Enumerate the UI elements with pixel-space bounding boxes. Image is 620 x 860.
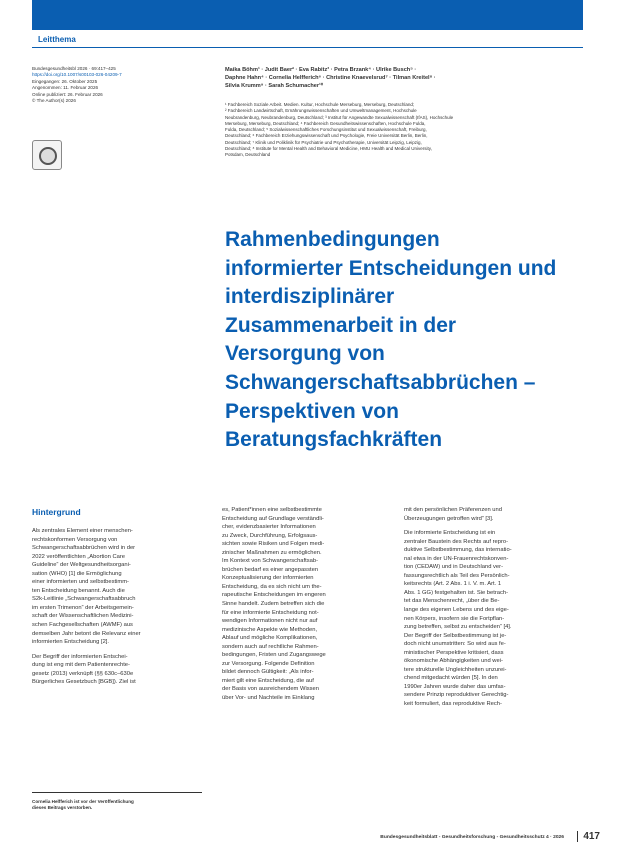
citation-line: Bundesgesundheitsbl 2026 · 69:417–425 [32,66,116,71]
text-line: bedingungen, Fristen und Zugangswege [222,652,326,659]
title-line: Beratungsfachkräften [225,428,443,452]
text-line: sichten sowie Risiken und Folgen medi- [222,541,325,548]
affiliation-line: Deutschland; ⁷ Klinik und Poliklinik für Psychiatrie und Psychotherapie, Universität Leipzig, Leipzig, [225,139,422,145]
text-line: tere strukturelle Ungleichheiten unzurei- [404,666,507,673]
text-line: für eine informierte Entscheidung not- [222,609,319,616]
text-line: Die informierte Entscheidung ist ein [404,530,496,537]
footnote-line: Cornelia Helfferich ist vor der Veröffentlichung [32,799,134,804]
text-line: informierten Entscheidung [2]. [32,639,110,646]
published-date: Online publiziert: 26. Februar 2026 [32,91,103,97]
text-line: lange des eigenen Lebens und des eige- [404,607,509,614]
journal-footer-text: Bundesgesundheitsblatt - Gesundheitsforschung - Gesundheitsschutz 4 · 2026 [380,835,564,840]
body-column-2 [222,506,400,703]
received-date: Eingegangen: 26. Oktober 2025 [32,78,98,84]
text-line: doch nicht unumstritten: So wird aus fe- [404,641,506,648]
title-line: interdisziplinärer [225,285,395,309]
affiliation-line: Deutschland; ⁸ Institute for Mental Health and Behavioral Medicine, HMU Health and Medical University, [225,146,432,152]
title-line: Perspektiven von [225,399,399,423]
accepted-date: Angenommen: 11. Februar 2026 [32,85,99,91]
page-number: 417 [577,831,600,842]
footnote [32,792,202,811]
title-line: informierter Entscheidungen und [225,256,557,280]
article-metadata [32,66,210,104]
text-line: ökonomische Abhängigkeiten und wei- [404,658,503,665]
text-line: dung ist eng mit dem Patientenrechte- [32,662,130,669]
text-line: Überzeugungen getroffen wird“ [3]. [404,515,494,522]
text-line: zu Zweck, Durchführung, Erfolgsaus- [222,532,318,539]
text-line: duktive Selbstbestimmung, das internatio- [404,547,512,554]
section-label [32,33,583,48]
text-line: 2022 veröffentlichten „Abortion Care [32,553,126,560]
text-line: chend mitgedacht würden [5]. In den [404,675,498,682]
text-line: Entscheidung auf Grundlage verständli- [222,515,324,522]
text-line: Der Begriff der informierten Entschei- [32,653,128,660]
text-line: der Basis von ausreichendem Wissen [222,686,319,693]
text-line: rechtskonformen Versorgung von [32,536,118,543]
text-line: Entscheidung, da es sich nicht um the- [222,583,322,590]
text-line: gesetz (2013) verknüpft (§§ 630c–630e [32,670,134,677]
text-line: Konzeptualisierung der informierten [222,575,314,582]
text-line: tion (CEDAW) und in Deutschland ver- [404,564,504,571]
affiliation-line: ² Fachbereich Landwirtschaft, Ernährungswissenschaften und Umweltmanagement, Hochschule [225,108,417,114]
text-line: Sinne handelt. Zudem betreffen sich die [222,601,325,608]
section-label-text: Leitthema [38,35,76,44]
title-line: Zusammenarbeit in der [225,313,457,337]
text-line: Guideline“ der Weltgesundheitsorgani- [32,562,131,569]
footnote-line: dieses Beitrags verstorben. [32,805,93,811]
body-column-1 [32,506,210,687]
text-line: medizinische Aspekte wie Methoden, [222,626,318,633]
affiliation-line: Neubrandenburg, Neubrandenburg, Deutschland; ³ Institut für Angewandte Sexualwissenschaft (IfAS), Hochschule [225,114,454,120]
affiliation-line: ¹ Fachbereich Soziale Arbeit. Medien. Kultur, Hochschule Merseburg, Merseburg, Deutschland; [225,102,415,107]
text-line: fassungsrechtlich als Teil des Persönlich- [404,572,510,579]
text-line: sendere Prinzip reproduktiver Gerechtig- [404,692,509,699]
doi-link[interactable]: https://doi.org/10.1007/s00103-026-04209-7 [32,72,122,78]
text-line: bildet dennoch Gültigkeit: „Als infor- [222,669,314,676]
text-line: mit den persönlichen Präferenzen und [404,507,502,513]
section-heading: Hintergrund [32,507,81,517]
author-line: Silvia Krumm⁹ · Sarah Schumacher¹⁰ [225,83,324,89]
open-access-icon [32,140,62,170]
text-line: zung betreffen, selbst zu entscheiden“ [4]. [404,624,512,631]
text-line: Ablauf und mögliche Komplikationen, [222,635,318,642]
text-line: zur Versorgung. Folgende Definition [222,660,315,667]
text-line: keitsrechts (Art. 2 Abs. 1 i. V. m. Art. 1 [404,581,502,588]
affiliation-line: Potsdam, Deutschland [225,152,271,158]
title-line: Schwangerschaftsabbrüchen – [225,370,536,394]
article-title [225,226,595,455]
title-line: Rahmenbedingungen [225,228,440,251]
text-line: tet das Menschenrecht, „über die Be- [404,598,500,605]
text-line: miert gilt eine Entscheidung, die auf [222,677,314,684]
text-line: Im Kontext von Schwangerschaftsab- [222,558,319,565]
text-line: S2k-Leitlinie „Schwangerschaftsabbruch [32,596,136,603]
text-line: es, Patient*innen eine selbstbestimmte [222,507,322,513]
journal-header-bar [32,0,583,30]
text-line: über Vor- und Nachteile im Einklang [222,695,315,702]
author-line: Daphne Hahn⁴ · Cornelia Helfferich⁶ · Christine Knaevelsrud⁷ · Tilman Kreitel⁸ · [225,75,436,81]
text-line: 1990er Jahren wurde daher das umfas- [404,683,506,690]
text-line: schaft der Wissenschaftlichen Medizini- [32,613,134,620]
text-line: nal etwa in der UN-Frauenrechtskonven- [404,555,509,562]
body-column-3 [404,506,582,709]
text-line: schen Fachgesellschaften (AWMF) aus [32,622,133,629]
author-list [225,66,583,90]
text-line: zinischer Maßnahmen zu ermöglichen. [222,549,322,556]
affiliations [225,102,583,159]
text-line: sation (WHO) [1] die Ermöglichung [32,570,122,577]
title-line: Versorgung von [225,342,385,366]
affiliation-line: Fulda, Deutschland; ⁵ Sozialwissenschaftliches Forschungsinstitut und Sexualwissenschaft, Freiburg, [225,127,427,133]
text-line: wendigen Informationen nicht nur auf [222,618,318,625]
text-line: ten Entscheidung benannt. Auch die [32,587,125,594]
text-line: keit formuliert, das reproduktive Rech- [404,701,502,708]
text-line: nen Körpers, insofern sie die Fortpflan- [404,615,505,622]
text-line: cher, evidenzbasierter Informationen [222,524,316,531]
text-line: Als zentrales Element einer menschen- [32,528,133,534]
text-line: demselben Jahr betont die Relevanz einer [32,630,141,637]
text-line: im ersten Trimenon“ der Arbeitsgemein- [32,604,134,611]
text-line: brüchen bedarf es einer angepassten [222,566,319,573]
text-line: zentraler Baustein des Rechts auf repro- [404,538,509,545]
text-line: Bürgerliches Gesetzbuch [BGB]). Ziel ist [32,679,136,686]
affiliation-line: Deutschland; ⁶ Fachbereich Erziehungswissenschaft und Psychologie, Freie Universität Berlin, Berlin, [225,133,428,139]
author-line: Maika Böhm¹ · Judit Baer² · Eva Rabitz³ · Petra Brzank⁴ · Ulrike Busch⁵ · [225,67,417,73]
copyright-line: © The Author(s) 2026 [32,98,76,104]
text-line: einer informierten und selbstbestimm- [32,579,129,586]
affiliation-line: Merseburg, Merseburg, Deutschland; ⁴ Fachbereich Gesundheitswissenschaften, Hochschule Fulda, [225,120,426,126]
text-line: sondern auch auf rechtliche Rahmen- [222,643,319,650]
text-line: ministischer Perspektive kritisiert, dass [404,649,504,656]
text-line: Schwangerschaftsabbrüchen wird in der [32,545,136,552]
text-line: Abs. 1 GG) festgehalten ist. Sie betrach- [404,589,509,596]
text-line: rapeutische Entscheidungen im engeren [222,592,326,599]
text-line: Der Begriff der Selbstbestimmung ist je- [404,632,507,639]
